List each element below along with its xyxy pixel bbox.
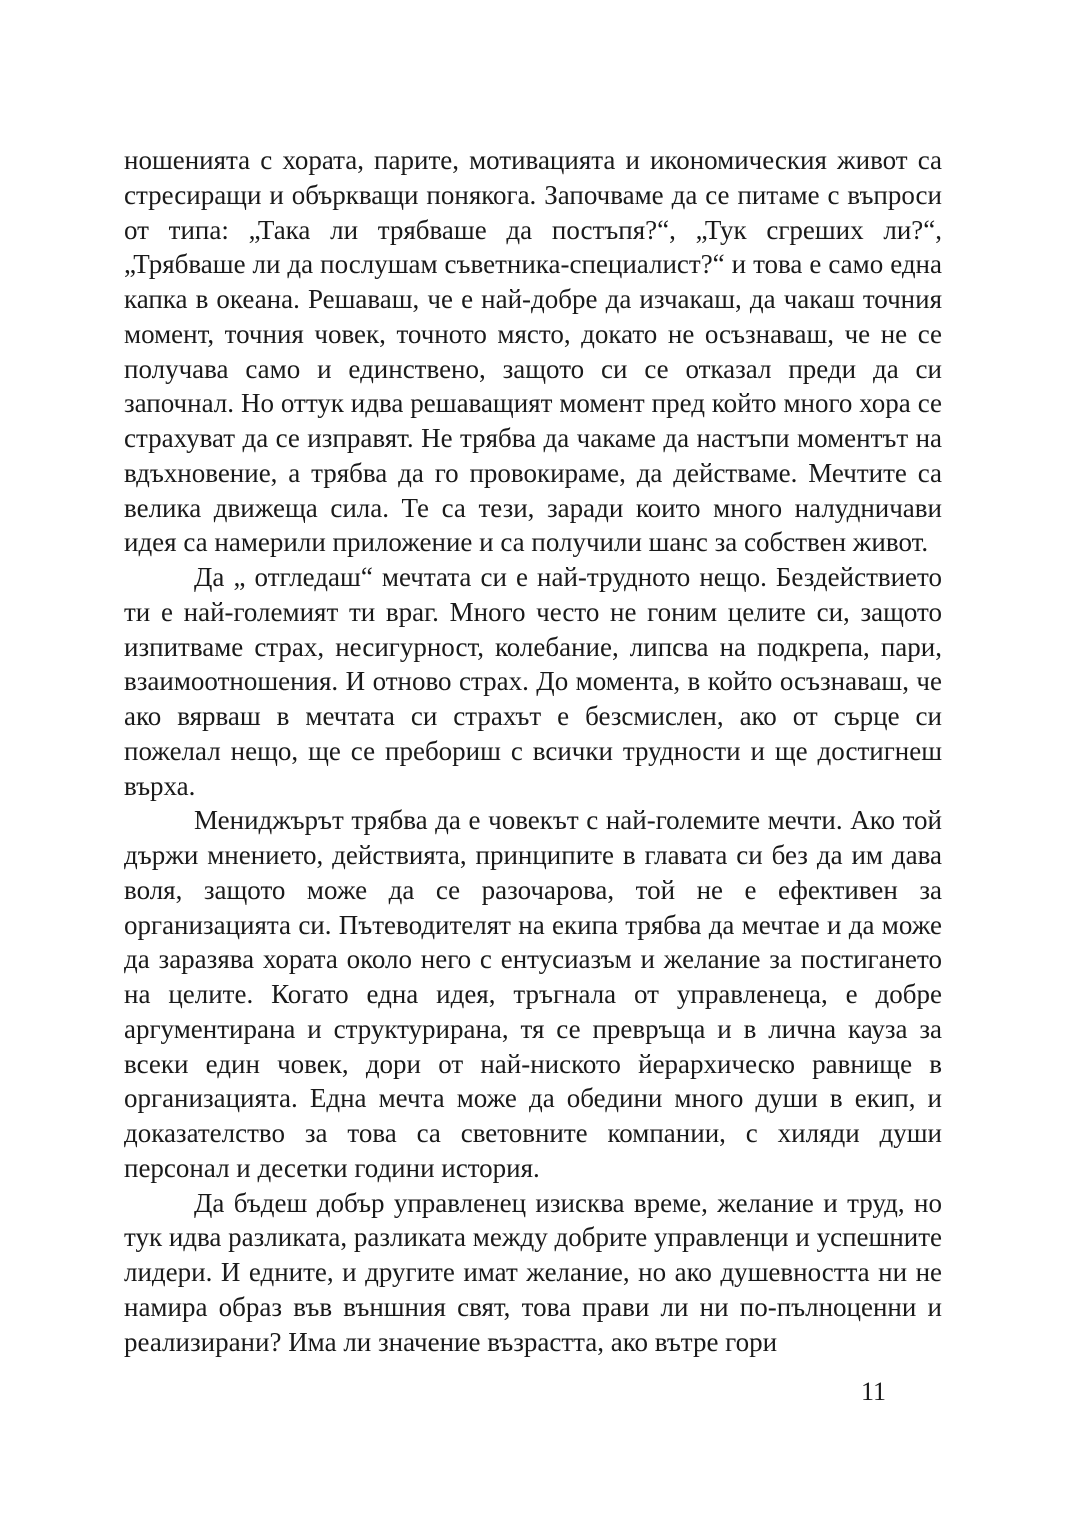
body-text [124,143,942,1359]
paragraph-good-manager: Да бъдеш добър управленец изисква време, желание и труд, но тук идва разликата, разликата между добрите управленци и успешните лидери. И едните, и другите имат желание, но ако душевността ни не намира образ във външния свят, това прави ли ни по-пълноценни и реализирани? Има ли значение възрастта, ако вътре гори [124,1187,942,1357]
page-number: 11 [860,1377,886,1406]
paragraph-dream-nurturing: Да „ отгледаш“ мечтата си е най-трудното нещо. Бездействието ти е най-големият ти враг. Много често не гоним целите си, защото изпитваме страх, несигурност, колебание, липсва на подкрепа, пари, взаимоотношения. И отново страх. До момента, в който осъзнаваш, че ако вярваш в мечтата си страхът е безсмислен, ако от сърце си пожелал нещо, ще се пребориш с всички трудности и ще достигнеш върха. [124,562,942,801]
paragraph-manager-dreams: Мениджърът трябва да е човекът с най-големите мечти. Ако той държи мнението, действията, принципите в главата си без да им дава воля, защото може да се разочарова, той не е ефективен за организацията си. Пътеводителят на екипа трябва да мечтае и да може да заразява хората около него с ентусиазъм и желание за постигането на целите. Когато една идея, тръгнала от управленеца, е добре аргументирана и структурирана, тя се превръща и в лична кауза за всеки един човек, дори от най-ниското йерархическо равнище в организацията. Една мечта може да обедини много души в екип, и доказателство за това са световните компании, с хиляди души персонал и десетки години история. [124,805,942,1183]
paragraph-continued: ношенията с хората, парите, мотивацията и икономическия живот са стресиращи и объркващи понякога. Започваме да се питаме с въпроси от типа: „Така ли трябваше да постъпя?“, „Тук сгреших ли?“, „Трябваше ли да послушам съветника-специалист?“ и това е само една капка в океана. Решаваш, че е най-добре да изчакаш, да чакаш точния момент, точния човек, точното място, докато не осъзнаваш, че не се получава само и единствено, защото си се отказал преди да си започнал. Но оттук идва решаващият момент пред който много хора се страхуват да се изправят. Не трябва да чакаме да настъпи моментът на вдъхновение, а трябва да го провокираме, да действаме. Мечтите са велика движеща сила. Те са тези, заради които много налудничави идея са намерили приложение и са получили шанс за собствен живот. [124,145,942,558]
